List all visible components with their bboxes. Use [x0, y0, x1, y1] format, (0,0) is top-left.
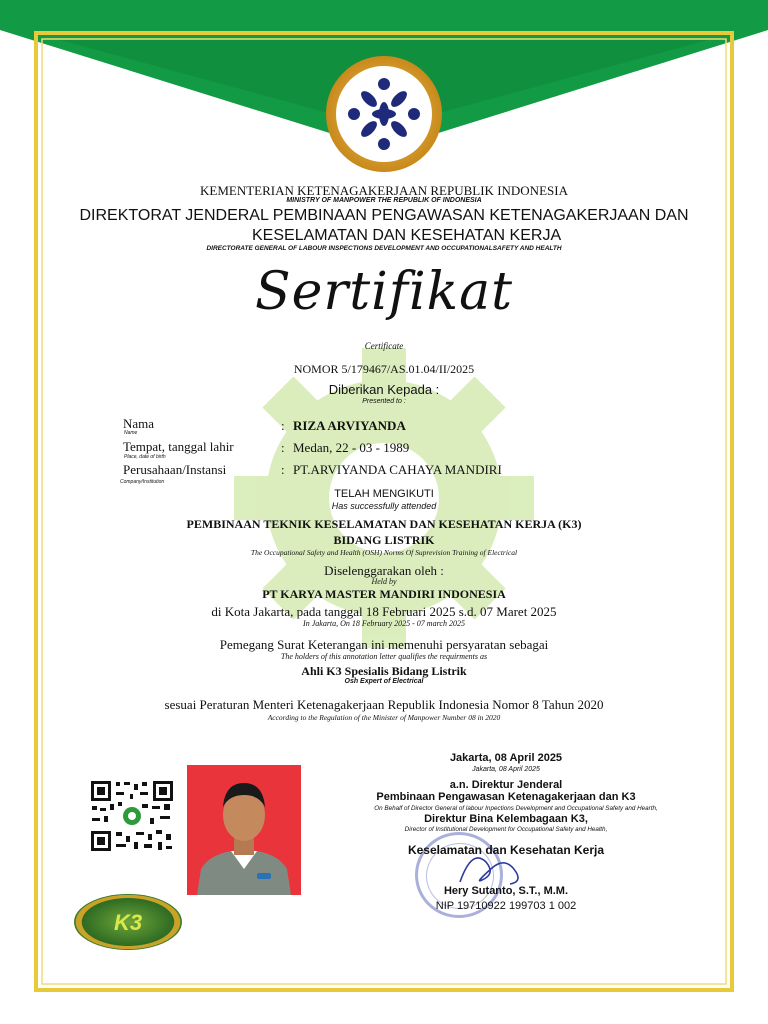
qr-code-icon	[90, 780, 174, 852]
department-name: Keselamatan dan Kesehatan Kerja	[407, 843, 605, 857]
location-date-en: In Jakarta, On 18 February 2025 - 07 march 2025	[303, 619, 465, 628]
birth-label: Tempat, tanggal lahir	[123, 439, 234, 454]
presented-to-en: Presented to :	[362, 398, 406, 405]
director-title: Direktur Bina Kelembagaan K3,	[424, 813, 588, 825]
signature-place-date: Jakarta, 08 April 2025	[449, 752, 563, 764]
company-colon: :	[281, 462, 285, 477]
signature-place-date-en: Jakarta, 08 April 2025	[472, 766, 540, 773]
training-title-line2: BIDANG LISTRIK	[333, 533, 435, 547]
company-label: Perusahaan/Instansi	[123, 462, 227, 477]
training-title-en: The Occupational Safety and Health (OSH) Norms Of Suprevision Training of Electrical	[250, 548, 518, 557]
directorate-line1: DIREKTORAT JENDERAL PEMBINAAN PENGAWASAN KETENAGAKERJAAN DAN	[79, 207, 689, 224]
company-label-en: Company/Institution	[120, 479, 165, 485]
birth-label-en: Place, date of birth	[124, 454, 166, 460]
directorate-line2: KESELAMATAN DAN KESEHATAN KERJA	[252, 227, 562, 244]
attended-text-en: Has successfully attended	[331, 501, 437, 511]
certificate-title: Sertifikat	[254, 262, 514, 322]
certificate-number: NOMOR 5/179467/AS.01.04/II/2025	[293, 362, 475, 376]
organized-by-en: Held by	[371, 577, 397, 586]
qualifies-text: Pemegang Surat Keterangan ini memenuhi persyaratan sebagai	[219, 637, 549, 652]
recipient-name: RIZA ARVIYANDA	[293, 418, 406, 433]
recipient-photo	[187, 765, 301, 895]
name-label-en: Name	[124, 430, 138, 436]
director-title-en: Director of Institutional Development for Occupational Safety and Health,	[404, 826, 608, 833]
signer-nip: NIP 19710922 199703 1 002	[435, 900, 577, 912]
name-colon: :	[281, 418, 285, 433]
presented-to: Diberikan Kepada :	[328, 382, 440, 397]
dg-title-en: On Behalf of Director General of labour Inpections Development and Occupational Safety and Hearth,	[374, 805, 658, 812]
person-icon	[187, 765, 301, 895]
qualification-en: Osh Expert of Electrical	[344, 678, 424, 685]
certificate-title-en: Certificate	[364, 341, 404, 351]
regulation-text: sesuai Peraturan Menteri Ketenagakerjaan Republik Indonesia Nomor 8 Tahun 2020	[164, 697, 604, 712]
on-behalf-text: a.n. Direktur Jenderal	[449, 779, 563, 791]
ministry-emblem	[326, 56, 442, 172]
k3-logo	[74, 894, 182, 950]
attended-text: TELAH MENGIKUTI	[334, 488, 434, 500]
emblem-icon	[336, 66, 432, 162]
name-label: Nama	[123, 416, 155, 431]
signer-name: Hery Sutanto, S.T., M.M.	[443, 885, 569, 897]
ministry-name: KEMENTERIAN KETENAGAKERJAAN REPUBLIK INDONESIA	[200, 183, 568, 198]
k3-logo-icon	[74, 894, 182, 950]
ministry-name-en: MINISTRY OF MANPOWER THE REPUBLIK OF INDONESIA	[286, 197, 482, 204]
location-date: di Kota Jakarta, pada tanggal 18 Februari 2025 s.d. 07 Maret 2025	[211, 604, 557, 619]
organized-by: Diselenggarakan oleh :	[324, 563, 444, 578]
qualifies-text-en: The holders of this annotation letter qualifies the requirments as	[280, 652, 488, 661]
dg-title: Pembinaan Pengawasan Ketenagakerjaan dan K3	[376, 791, 636, 803]
qr-code	[90, 780, 174, 852]
qualification: Ahli K3 Spesialis Bidang Listrik	[301, 664, 467, 678]
birth-colon: :	[281, 440, 285, 455]
directorate-en: DIRECTORATE GENERAL OF LABOUR INSPECTIONS DEVELOPMENT AND OCCUPATIONALSAFETY AND HEALTH	[206, 245, 562, 252]
recipient-birth: Medan, 22 - 03 - 1989	[293, 440, 410, 455]
regulation-text-en: According to the Regulation of the Minister of Manpower Number 08 in 2020	[267, 713, 501, 722]
recipient-company: PT.ARVIYANDA CAHAYA MANDIRI	[293, 462, 502, 477]
training-title-line1: PEMBINAAN TEKNIK KESELAMATAN DAN KESEHATAN KERJA (K3)	[186, 517, 582, 531]
svg-text:K3: K3	[113, 910, 143, 935]
organizer-name: PT KARYA MASTER MANDIRI INDONESIA	[262, 587, 506, 601]
